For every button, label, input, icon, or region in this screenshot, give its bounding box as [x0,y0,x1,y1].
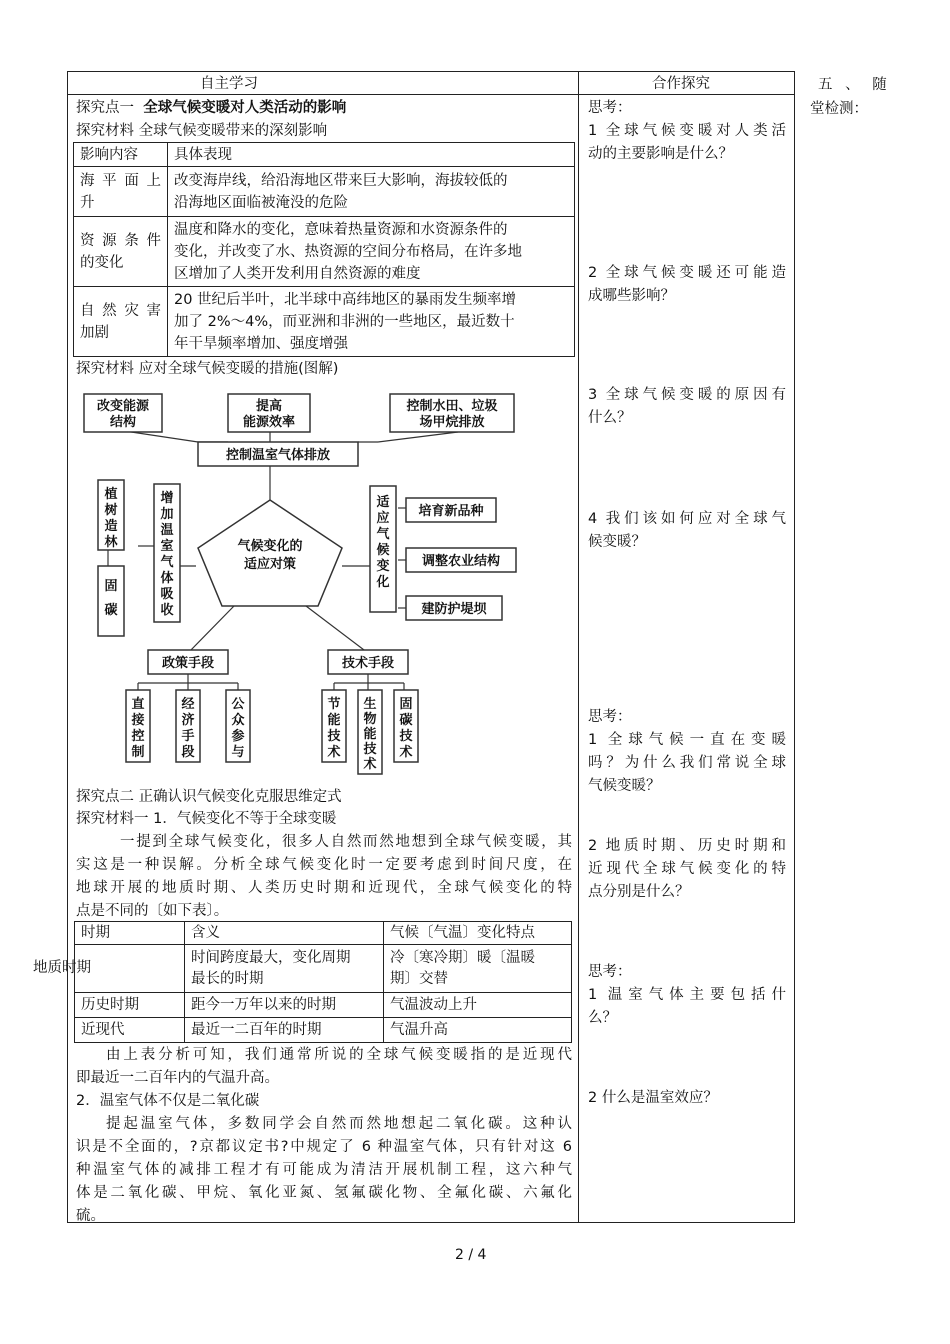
impact-row2-label-l1: 资源条件 [80,232,161,249]
diagram-top1-l1: 改变能源 [96,399,150,414]
frame-right [794,71,795,1223]
diagram-left-main: 增加温室气体吸收 [160,491,174,618]
para1-line2: 实这是一种误解。分析全球气候变化时一定要考虑到时间尺度，在 [76,857,572,873]
impact-table [73,142,575,357]
think3-label: 思考： [588,964,632,980]
question5-l1: 1 全球气候一直在变暖 [588,732,786,748]
diagram-tech-item-2: 生物能技术 [363,697,377,772]
period-row1-period-text: 地质时期 [33,960,91,976]
period-row2-feature: 气温波动上升 [384,993,572,1018]
impact-row1-desc [168,167,575,217]
period-row1-meaning-l2: 最长的时期 [191,970,264,987]
period-row3-feature: 气温升高 [384,1018,572,1043]
question6 [588,835,786,904]
diagram-tech-item-1: 节能技术 [327,697,341,760]
para3-line3: 种温室气体的减排工程才有可能成为清洁开展机制工程，这六种气 [76,1162,572,1178]
impact-row2-desc-l3: 区增加了人类开发利用自然资源的难度 [174,265,421,282]
question4-l1: 4 我们该如何应对全球气 [588,511,786,527]
diagram-tech-item-3: 固碳技术 [399,697,413,760]
period-row1-feature-l1: 冷〔寒冷期〕暖〔温暖 [390,949,535,966]
impact-row2-label [74,217,168,287]
impact-header-content: 影响内容 [74,143,168,167]
diagram-left-a: 植树造林 [104,487,118,550]
para3-line2: 识是不全面的，?京都议定书?中规定了 6 种温室气体，只有针对这 6 [76,1139,572,1155]
impact-row1-label [74,167,168,217]
period-header-meaning: 含义 [185,922,384,945]
impact-row1-desc-l1: 改变海岸线，给沿海地区带来巨大影响，海拔较低的 [174,172,508,189]
frame-top [67,71,795,72]
para3-line4: 体是二氧化碳、甲烷、氧化亚氮、氢氟碳化物、全氟化碳、六氟化 [76,1185,572,1201]
question5 [588,729,786,798]
diagram-policy: 政策手段 [161,656,215,671]
diagram-center-l1: 气候变化的 [237,539,303,554]
period-table [33,921,572,1043]
impact-row2-label-l2: 的变化 [80,254,124,271]
diagram-right2: 调整农业结构 [421,554,501,569]
para1-line4: 点是不同的〔如下表〕。 [76,903,229,919]
question6-l2: 近现代全球气候变化的特 [588,861,786,877]
question1-l1: 1 全球气候变暖对人类活 [588,123,786,139]
period-row2-meaning: 距今一万年以来的时期 [185,993,384,1018]
diagram-policy-item-2: 经济手段 [181,697,195,760]
diagram-top3-l2: 场甲烷排放 [419,415,485,430]
question7-l2: 么？ [588,1010,617,1026]
right-note-line1: 五 、 随 [818,77,887,93]
right-note-line2: 堂检测： [810,101,868,117]
diagram-control: 控制温室气体排放 [225,448,331,463]
section2-sub2: 2．温室气体不仅是二氧化碳 [76,1093,260,1109]
impact-row2-desc-l2: 变化，并改变了水、热资源的空间分布格局，在许多地 [174,243,522,260]
period-row1-feature [384,945,572,993]
diagram-right-main: 适应气候变化 [376,495,390,590]
period-row1-meaning-l1: 时间跨度最大，变化周期 [191,949,351,966]
period-row1-period [33,945,185,993]
impact-row1-label-l2: 升 [80,194,95,211]
diagram-right1: 培育新品种 [418,504,484,519]
para3-line5: 硫。 [76,1208,105,1224]
diagram-top1-l2: 结构 [109,415,137,430]
question4-l2: 候变暖？ [588,534,646,550]
para2-line1: 由上表分析可知，我们通常所说的全球气候变暖指的是近现代 [106,1047,572,1063]
question3 [588,384,786,430]
impact-row1-label-l1: 海平面上 [80,172,161,189]
para1-line3: 地球开展的地质时期、人类历史时期和近现代，全球气候变化的特 [76,880,572,896]
frame-divider [578,71,579,1223]
impact-row3-desc-l1: 20 世纪后半叶，北半球中高纬地区的暴雨发生频率增 [174,291,517,308]
impact-header-desc: 具体表现 [168,143,575,167]
para3-line1: 提起温室气体，多数同学会自然而然地想起二氧化碳。这种认 [106,1116,572,1132]
header-left: 自主学习 [200,76,258,92]
impact-row3-desc-l3: 年干旱频率增加、强度增强 [174,335,348,352]
impact-row2-desc [168,217,575,287]
impact-row3-desc [168,287,575,357]
section2-para2 [76,1044,572,1090]
question2-l2: 成哪些影响？ [588,288,675,304]
question5-l3: 气候变暖？ [588,778,661,794]
diagram-policy-item-1: 直接控制 [131,697,145,760]
diagram-center-l2: 适应对策 [243,557,297,572]
diagram-top2-l2: 能源效率 [242,415,296,430]
header-middle: 合作探究 [652,76,710,92]
question5-l2: 吗？为什么我们常说全球 [588,755,786,771]
diagram-policy-item-3: 公众参与 [231,697,245,760]
section1-material2: 探究材料 应对全球气候变暖的措施(图解) [76,361,339,377]
section1-prefix: 探究点一 [76,100,134,116]
diagram-top3-l1: 控制水田、垃圾 [406,399,498,414]
question3-l2: 什么？ [588,410,632,426]
page-number: 2 / 4 [455,1247,487,1263]
section2-material: 探究材料一 1．气候变化不等于全球变暖 [76,811,337,827]
diagram-tech: 技术手段 [341,656,395,671]
impact-row3-label-l2: 加剧 [80,324,109,341]
question3-l1: 3 全球气候变暖的原因有 [588,387,786,403]
section2-para3 [76,1113,572,1228]
impact-row2-desc-l1: 温度和降水的变化，意味着热量资源和水资源条件的 [174,221,508,238]
frame-left [67,71,68,1223]
question6-l1: 2 地质时期、历史时期和 [588,838,786,854]
think2-label: 思考： [588,709,632,725]
impact-row1-desc-l2: 沿海地区面临被淹没的危险 [174,194,348,211]
question1-l2: 动的主要影响是什么？ [588,146,733,162]
period-header-feature: 气候〔气温〕变化特点 [384,922,572,945]
question8: 2 什么是温室效应？ [588,1090,718,1106]
section1-material1: 探究材料 全球气候变暖带来的深刻影响 [76,123,328,139]
question1 [588,120,786,166]
think1-label: 思考： [588,100,632,116]
question4 [588,508,786,554]
period-row1-meaning [185,945,384,993]
section2-title: 探究点二 正确认识气候变化克服思维定式 [76,789,342,805]
question7 [588,984,786,1030]
period-header-period: 时期 [75,922,185,945]
period-row3-period: 近现代 [75,1018,185,1043]
question2 [588,262,786,308]
diagram-top2-l1: 提高 [255,399,283,414]
question2-l1: 2 全球气候变暖还可能造 [588,265,786,281]
climate-measures-diagram [78,388,538,783]
period-row1-feature-l2: 期〕交替 [390,970,448,987]
diagram-left-b: 固碳 [104,579,118,618]
period-row3-meaning: 最近一二百年的时期 [185,1018,384,1043]
para1-line1: 一提到全球气候变化，很多人自然而然地想到全球气候变暖，其 [120,834,572,850]
question6-l3: 点分别是什么？ [588,884,690,900]
section1-title [76,97,346,119]
section2-para1 [76,831,572,923]
impact-row3-label [74,287,168,357]
impact-row3-desc-l2: 加了 2%～4%，而亚洲和非洲的一些地区，最近数十 [174,313,515,330]
question7-l1: 1 温室气体主要包括什 [588,987,786,1003]
section1-title-text: 全球气候变暖对人类活动的影响 [143,100,347,116]
para2-line2: 即最近一二百年内的气温升高。 [76,1070,279,1086]
period-row2-period: 历史时期 [75,993,185,1018]
diagram-right3: 建防护堤坝 [421,602,487,617]
impact-row3-label-l1: 自然灾害 [80,302,161,319]
